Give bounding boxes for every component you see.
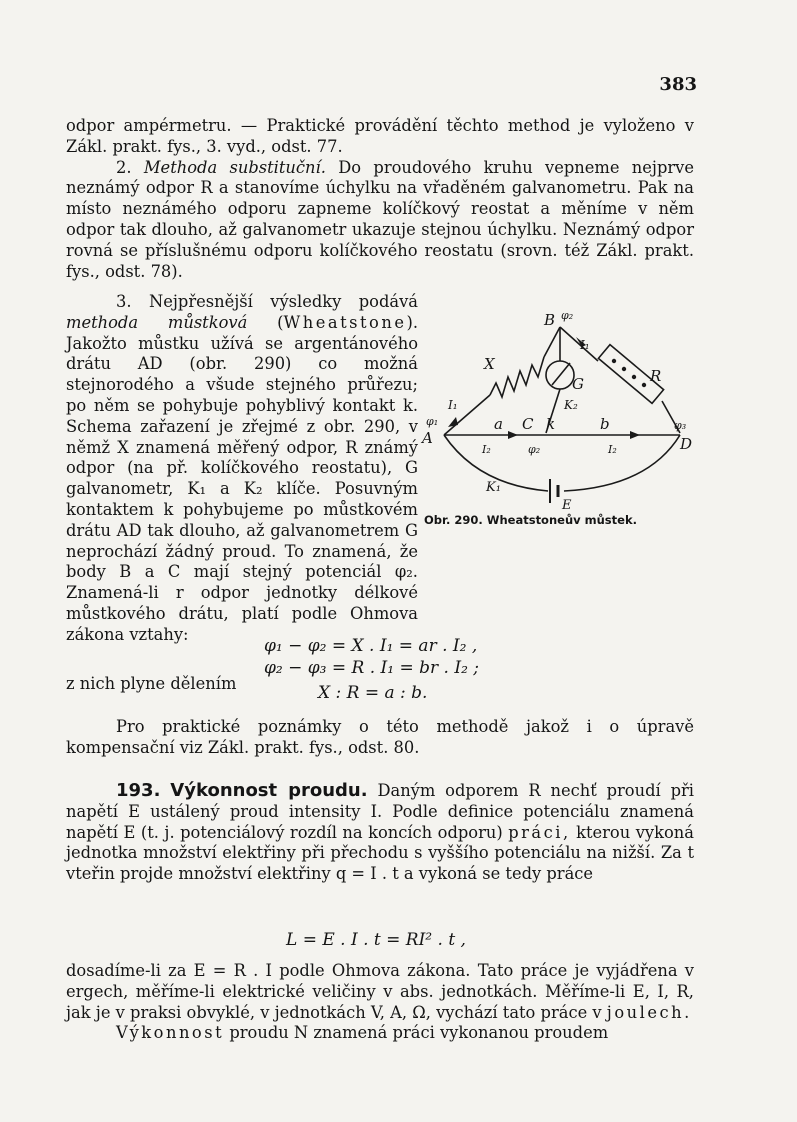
page-number: 383 [659,74,697,95]
method3-block [66,292,418,646]
reostat-peg [622,367,626,371]
method2-paragraph [66,158,694,283]
intro-paragraph [66,116,694,158]
section-title: Výkonnost proudu. [170,780,368,801]
label-phi1: φ₁ [426,415,439,428]
label-k1: K₁ [486,480,501,495]
label-r: R [650,367,662,385]
label-i2-left: I₂ [482,443,491,456]
section-spaced-joule: joulech. [606,1002,692,1022]
wire-b-r [560,327,598,361]
power-equation: L = E . I . t = RI² . t , [286,930,466,950]
label-x: X [484,355,495,373]
section-text-2: kterou vykoná jednotka množství elektřiny při přechodu s vyššího potenciálu na nižší. Za t vteřin projde množství elektřiny q = I . t a vykoná se tedy práce [66,822,694,884]
resistor-x [490,357,544,397]
reostat-peg [612,359,616,363]
galvanometer-needle [552,363,570,385]
method3-lead: Nejpřesnější výsledky podává [148,292,418,311]
method2-number: 2. [116,157,132,177]
section-193-paragraph-2 [66,961,694,1023]
label-a-segment: a [494,415,503,433]
figure-caption: Obr. 290. Wheatstoneův můstek. [424,513,637,527]
label-i2-right: I₂ [608,443,617,456]
method3-title: methoda můstková [66,312,248,332]
method3-paragraph: 3. Nejpřesnější výsledky podává methoda můstková (Wheatstone). Jakožto můstku užívá se argentánového drátu AD (obr. 290) co možná stejnorodého a všude stejného průřezu; po něm se pohybuje pohyblivý kontakt k. Schema zařazení je zřejmé z obr. 290, v němž X znamená měřený odpor, R známý odpor (na př. kolíčkového reostatu), G galvanometr, K₁ a K₂ klíče. Posuvným kontaktem k pohybujeme po můstkovém drátu AD tak dlouho, až galvanometrem G neprochází žádný proud. To znamená, že body B a C mají stejný potenciál φ₂. Znamená-li r odpor jednotky délkové můstkového drátu, platí podle Ohmova zákona vztahy: [66,292,419,644]
method2-text: Do proudového kruhu vepneme nejprve neznámý odpor R a stanovíme úchylku na vřaděném galvanometru. Pak na místo neznámého odporu zapneme kolíčkový reostat a měníme v něm odpor tak dlouho, až galvanometr ukazuje stejnou úchylku. Neznámý odpor rovná se příslušnému odporu kolíčkového reostatu (srovn. též Zákl. prakt. fys., odst. 78). [66,157,694,281]
section-number: 193. [116,780,161,801]
label-phi3: φ₃ [674,419,687,432]
section-193-block [66,781,694,885]
reostat-peg [642,383,646,387]
label-k: k [546,415,556,433]
label-a-point: A [422,429,433,447]
arrow-b [630,431,640,439]
method3-name: Wheatstone [283,312,407,332]
equation-3: X : R = a : b. [318,683,428,703]
wire-x-b [544,327,560,357]
label-phi2-mid: φ₂ [528,443,541,456]
battery-wire-right [564,435,680,491]
method2-title: Methoda substituční. [143,157,326,177]
label-e: E [562,498,572,513]
label-phi2-top: φ₂ [561,309,574,322]
label-k2: K₂ [564,398,578,412]
section-spaced-word: práci, [508,822,571,842]
label-c: C [522,415,534,433]
intro-block [66,116,694,282]
equation-2: φ₂ − φ₃ = R . I₁ = br . I₂ ; [264,658,480,678]
equation-1: φ₁ − φ₂ = X . I₁ = ar . I₂ , [264,636,478,656]
note-paragraph [66,717,694,759]
wheatstone-bridge-figure [418,305,698,515]
label-b-segment: b [600,415,610,433]
arrow-a [508,431,518,439]
section-last-spaced: Výkonnost [116,1023,225,1043]
section-text-1: Daným odporem R nechť proudí při napětí E ustálený proud intensity I. Podle definice potenciálu znamená napětí E (t. j. potenciálový rozdíl na koncích odporu) [66,781,694,842]
section-193-continued [66,961,694,1044]
reostat-peg [632,375,636,379]
section-text-3: dosadíme-li za E = R . I podle Ohmova zákona. Tato práce je vyjádřena v ergech, měříme-li elektrické veličiny v abs. jednotkách. Měříme-li E, I, R, jak je v praksi obvyklé, v jednotkách V, A, Ω, vychází tato práce v [66,961,694,1022]
arrow-i1 [448,417,458,427]
note-block [66,717,694,759]
division-label: z nich plyne dělením [66,674,237,693]
label-b: B [544,311,556,329]
intro-text: odpor ampérmetru. — Praktické provádění těchto method je vyloženo v Zákl. prakt. fys., 3. vyd., odst. 77. [66,116,694,156]
label-g: G [572,375,584,393]
label-i1-left: I₁ [448,398,458,412]
section-last-text: proudu N znamená práci vykonanou proudem [229,1023,609,1043]
section-193-paragraph-3 [66,1023,694,1044]
note-text: Pro praktické poznámky o této methodě jakož i o úpravě kompensační viz Zákl. prakt. fys., odst. 80. [66,717,694,757]
section-193-paragraph [66,781,694,885]
method3-number: 3. [116,292,132,311]
label-i1-right: I₁ [580,338,590,352]
method3-text: Jakožto můstku užívá se argentánového drátu AD (obr. 290) co možná stejnorodého a všude stejného průřezu; po něm se pohybuje pohyblivý kontakt k. Schema zařazení je zřejmé z obr. 290, v němž X znamená měřený odpor, R známý odpor (na př. kolíčkového reostatu), G galvanometr, K₁ a K₂ klíče. Posuvným kontaktem k pohybujeme po můstkovém drátu AD tak dlouho, až galvanometrem G neprochází žádný proud. To znamená, že body B a C mají stejný potenciál φ₂. Znamená-li r odpor jednotky délkové můstkového drátu, platí podle Ohmova zákona vztahy: [66,333,418,644]
label-d-point: D [680,435,693,453]
